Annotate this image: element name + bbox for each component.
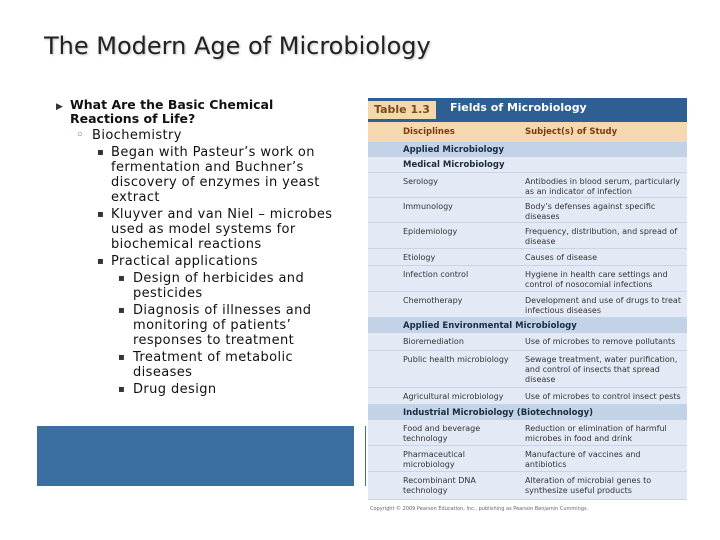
table-row (368, 388, 687, 405)
bullet-app-text: Drug design (133, 382, 217, 397)
row-subject: Manufacture of vaccines and antibiotics (525, 450, 641, 469)
bullet-item (92, 207, 346, 252)
bullet-app-text: Diagnosis of illnesses and monitoring of patients’ responses to treatment (133, 303, 312, 348)
bullet-item-text: Practical applications (111, 254, 258, 269)
table-label: Table 1.3 (368, 101, 436, 119)
row-discipline: Epidemiology (403, 227, 458, 236)
slide-title: The Modern Age of Microbiology (44, 32, 431, 60)
bullet-item (92, 254, 346, 269)
bullet-item-text: Kluyver and van Niel – microbes used as model systems for biochemical reactions (111, 207, 333, 252)
row-discipline: Serology (403, 177, 438, 186)
table-row (368, 292, 687, 318)
square-bullet-icon: ▪ (97, 147, 105, 158)
row-discipline: Agricultural microbiology (403, 392, 504, 401)
table-row (368, 333, 687, 351)
bullet-sub-text: Biochemistry (92, 128, 182, 143)
table-row (368, 198, 687, 223)
table-header (368, 98, 687, 122)
square-bullet-icon: ▪ (118, 352, 126, 363)
row-discipline: Pharmaceutical microbiology (403, 450, 465, 469)
table-title: Fields of Microbiology (450, 101, 587, 114)
section-environmental-label: Applied Environmental Microbiology (403, 321, 577, 331)
table-body (368, 142, 687, 500)
row-discipline: Food and beverage technology (403, 424, 481, 443)
table-row (368, 249, 687, 266)
row-subject: Hygiene in health care settings and control of nosocomial infections (525, 270, 668, 289)
row-discipline: Infection control (403, 270, 469, 279)
row-subject: Sewage treatment, water purification, and control of insects that spread disease (525, 355, 678, 384)
row-subject: Causes of disease (525, 253, 597, 262)
row-discipline: Public health microbiology (403, 355, 509, 364)
table-row (368, 446, 687, 472)
row-discipline: Immunology (403, 202, 453, 211)
table-row (368, 472, 687, 500)
section-industrial-label: Industrial Microbiology (Biotechnology) (403, 408, 593, 418)
square-bullet-icon: ▪ (118, 305, 126, 316)
row-subject: Reduction or elimination of harmful microbes in food and drink (525, 424, 667, 443)
blue-decor-block (37, 426, 354, 486)
row-subject: Body’s defenses against specific diseases (525, 202, 656, 221)
table-row (368, 266, 687, 292)
square-bullet-icon: ▪ (97, 209, 105, 220)
bullet-app (113, 271, 346, 301)
fields-table (368, 98, 687, 514)
row-discipline: Chemotherapy (403, 296, 463, 305)
row-discipline: Recombinant DNA technology (403, 476, 476, 495)
table-column-headers (368, 122, 687, 142)
circle-bullet-icon: ◦ (76, 128, 85, 143)
section-applied-label: Applied Microbiology (403, 145, 505, 155)
square-bullet-icon: ▪ (118, 273, 126, 284)
section-environmental (368, 318, 687, 333)
col-disciplines: Disciplines (403, 127, 455, 137)
blue-decor-divider (365, 426, 366, 486)
row-discipline: Bioremediation (403, 337, 464, 346)
row-subject: Use of microbes to control insect pests (525, 392, 681, 401)
table-row (368, 223, 687, 249)
bullet-app (113, 350, 346, 380)
bullet-app (113, 303, 346, 348)
bullet-sub (72, 128, 346, 143)
table-row (368, 173, 687, 198)
row-discipline: Etiology (403, 253, 436, 262)
row-subject: Frequency, distribution, and spread of disease (525, 227, 678, 246)
bullet-app-text: Treatment of metabolic diseases (133, 350, 294, 380)
copyright-note: Copyright © 2009 Pearson Education, Inc., publishing as Pearson Benjamin Cummings. (370, 506, 589, 512)
subsection-medical-label: Medical Microbiology (403, 160, 505, 170)
bullet-item (92, 145, 346, 205)
row-subject: Use of microbes to remove pollutants (525, 337, 676, 346)
triangle-bullet-icon: ▶ (56, 102, 63, 112)
bullet-app (113, 382, 346, 397)
bullet-app-text: Design of herbicides and pesticides (133, 271, 305, 301)
row-subject: Antibodies in blood serum, particularly as an indicator of infection (525, 177, 681, 196)
row-subject: Development and use of drugs to treat infectious diseases (525, 296, 681, 315)
table-row (368, 351, 687, 388)
bullet-list (56, 98, 346, 397)
section-applied (368, 142, 687, 157)
row-subject: Alteration of microbial genes to synthesize useful products (525, 476, 652, 495)
section-industrial (368, 405, 687, 420)
square-bullet-icon: ▪ (118, 384, 126, 395)
bullet-item-text: Began with Pasteur’s work on fermentation and Buchner’s discovery of enzymes in yeast extract (111, 145, 320, 205)
col-subjects: Subject(s) of Study (525, 127, 618, 137)
bullet-main-text: What Are the Basic Chemical Reactions of Life? (70, 97, 274, 126)
subsection-medical (368, 157, 687, 173)
square-bullet-icon: ▪ (97, 256, 105, 267)
bullet-main (56, 98, 346, 126)
table-row (368, 420, 687, 446)
